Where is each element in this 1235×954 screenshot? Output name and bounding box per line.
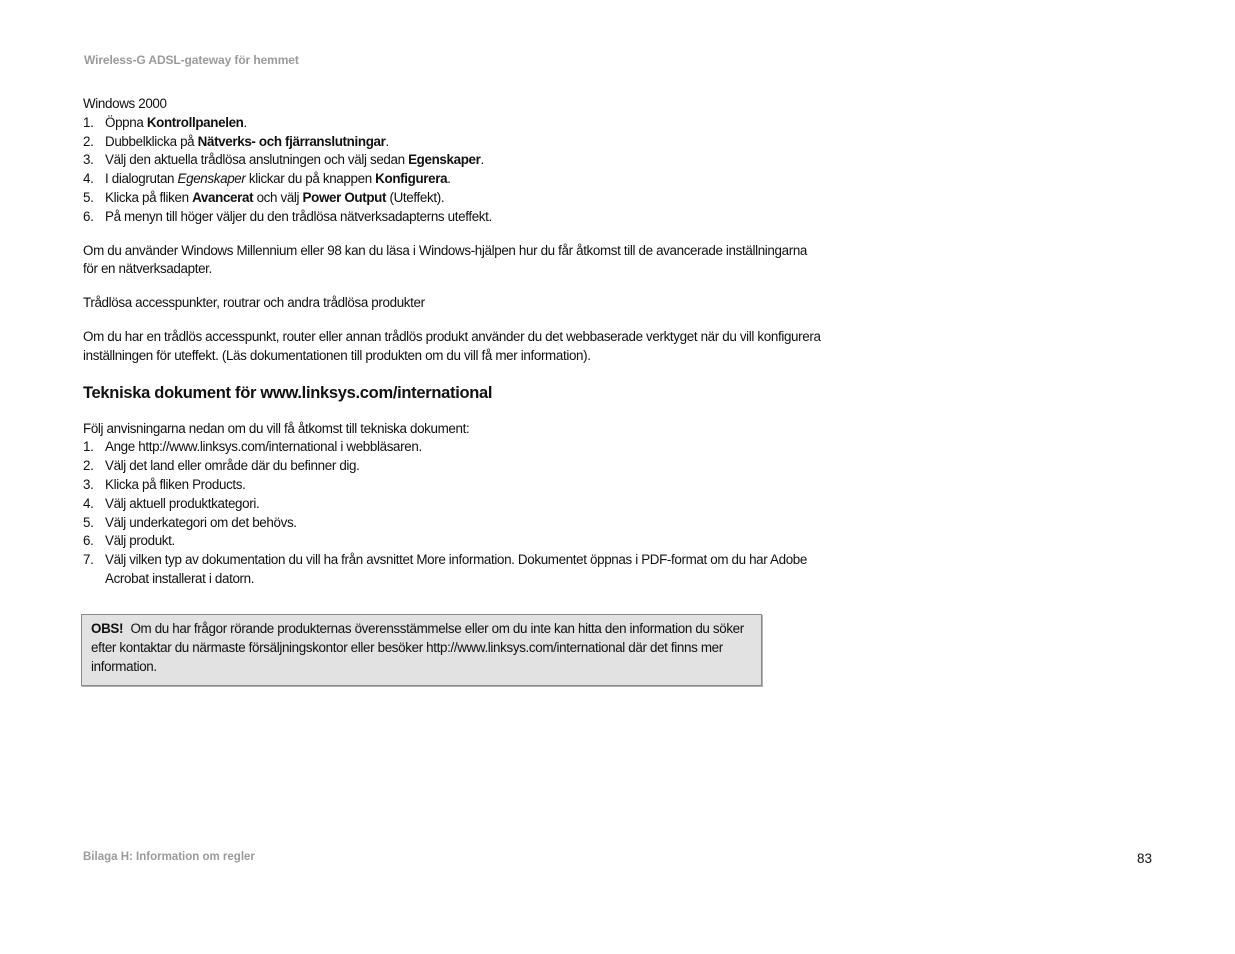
step-number: 2. xyxy=(83,458,94,474)
page-content xyxy=(83,95,823,589)
step-number: 1. xyxy=(83,439,94,455)
step-number: 4. xyxy=(83,171,94,187)
list-item xyxy=(83,551,823,589)
page-number: 83 xyxy=(1137,851,1153,866)
list-item xyxy=(83,514,823,533)
step-bold-term: Avancerat xyxy=(192,189,254,205)
step-number: 7. xyxy=(83,552,94,568)
step-text: . xyxy=(385,133,389,149)
step-bold-term: Egenskaper xyxy=(408,152,481,168)
tech-docs-steps xyxy=(83,438,823,588)
step-number: 5. xyxy=(83,189,94,205)
list-item xyxy=(83,495,823,514)
step-text: klickar du på knappen xyxy=(245,171,376,187)
step-text: Välj underkategori om det behövs. xyxy=(105,514,297,530)
note-text: Om du har frågor rörande produkternas överensstämmelse eller om du inte kan hitta den information du söker efter kontaktar du närmaste försäljningskontor eller besöker http://www.linksys.com/international där det finns mer information. xyxy=(91,621,744,674)
step-number: 6. xyxy=(83,533,94,549)
step-number: 5. xyxy=(83,514,94,530)
step-text: och välj xyxy=(253,189,303,205)
step-text: Välj vilken typ av dokumentation du vill ha från avsnittet More information. Dokumentet öppnas i PDF-format om du har Adobe Acrobat installerat i datorn. xyxy=(105,552,807,586)
step-text: Välj det land eller område där du befinner dig. xyxy=(105,458,360,474)
step-number: 1. xyxy=(83,114,94,130)
step-text: Dubbelklicka på xyxy=(105,133,198,149)
step-text: Välj aktuell produktkategori. xyxy=(105,495,260,511)
step-italic-term: Egenskaper xyxy=(177,171,246,187)
note-label: OBS! xyxy=(91,621,124,636)
list-item xyxy=(83,114,823,133)
step-text: (Uteffekt). xyxy=(386,189,445,205)
list-item xyxy=(83,457,823,476)
list-item xyxy=(83,208,823,227)
step-number: 2. xyxy=(83,133,94,149)
list-item xyxy=(83,532,823,551)
list-item xyxy=(83,476,823,495)
windows-2000-title: Windows 2000 xyxy=(83,96,167,111)
millennium-note: Om du använder Windows Millennium eller 98 kan du läsa i Windows-hjälpen hur du får åtkomst till de avancerade inställningarna för en nätverksadapter. xyxy=(83,242,808,277)
document-header: Wireless-G ADSL-gateway för hemmet xyxy=(84,53,299,67)
step-text: Ange http://www.linksys.com/international i webbläsaren. xyxy=(105,439,422,455)
wireless-products-title: Trådlösa accesspunkter, routrar och andra trådlösa produkter xyxy=(83,295,425,311)
step-text: Klicka på fliken xyxy=(105,189,193,205)
step-number: 3. xyxy=(83,476,94,492)
step-text: Öppna xyxy=(105,114,147,130)
step-bold-term: Power Output xyxy=(302,189,387,205)
step-number: 4. xyxy=(83,495,94,511)
note-box xyxy=(81,614,762,686)
windows-2000-steps xyxy=(83,114,823,227)
section-heading: Tekniska dokument för www.linksys.com/international xyxy=(83,383,493,402)
footer-section-title: Bilaga H: Information om regler xyxy=(83,851,255,863)
step-text: Välj den aktuella trådlösa anslutningen och välj sedan xyxy=(105,152,409,168)
step-number: 6. xyxy=(83,208,94,224)
step-bold-term: Kontrollpanelen xyxy=(146,114,244,130)
step-text: Välj produkt. xyxy=(105,533,175,549)
step-bold-term: Konfigurera xyxy=(375,171,448,187)
list-item xyxy=(83,151,823,170)
list-item xyxy=(83,189,823,208)
list-item xyxy=(83,133,823,152)
step-number: 3. xyxy=(83,152,94,168)
wireless-products-text: Om du har en trådlös accesspunkt, router eller annan trådlös produkt använder du det webbaserade verktyget när du vill konfigurera inställningen för uteffekt. (Läs dokumentationen till produkten om du vill få mer information). xyxy=(83,328,821,363)
step-bold-term: Nätverks- och fjärranslutningar xyxy=(197,133,386,149)
tech-docs-intro: Följ anvisningarna nedan om du vill få åtkomst till tekniska dokument: xyxy=(83,420,470,436)
step-text: Klicka på fliken Products. xyxy=(105,476,246,492)
list-item xyxy=(83,438,823,457)
step-text: . xyxy=(447,171,451,187)
list-item xyxy=(83,170,823,189)
step-text: . xyxy=(480,152,484,168)
step-text: På menyn till höger väljer du den trådlösa nätverksadapterns uteffekt. xyxy=(105,208,492,224)
step-text: I dialogrutan xyxy=(105,171,178,187)
step-text: . xyxy=(243,114,247,130)
